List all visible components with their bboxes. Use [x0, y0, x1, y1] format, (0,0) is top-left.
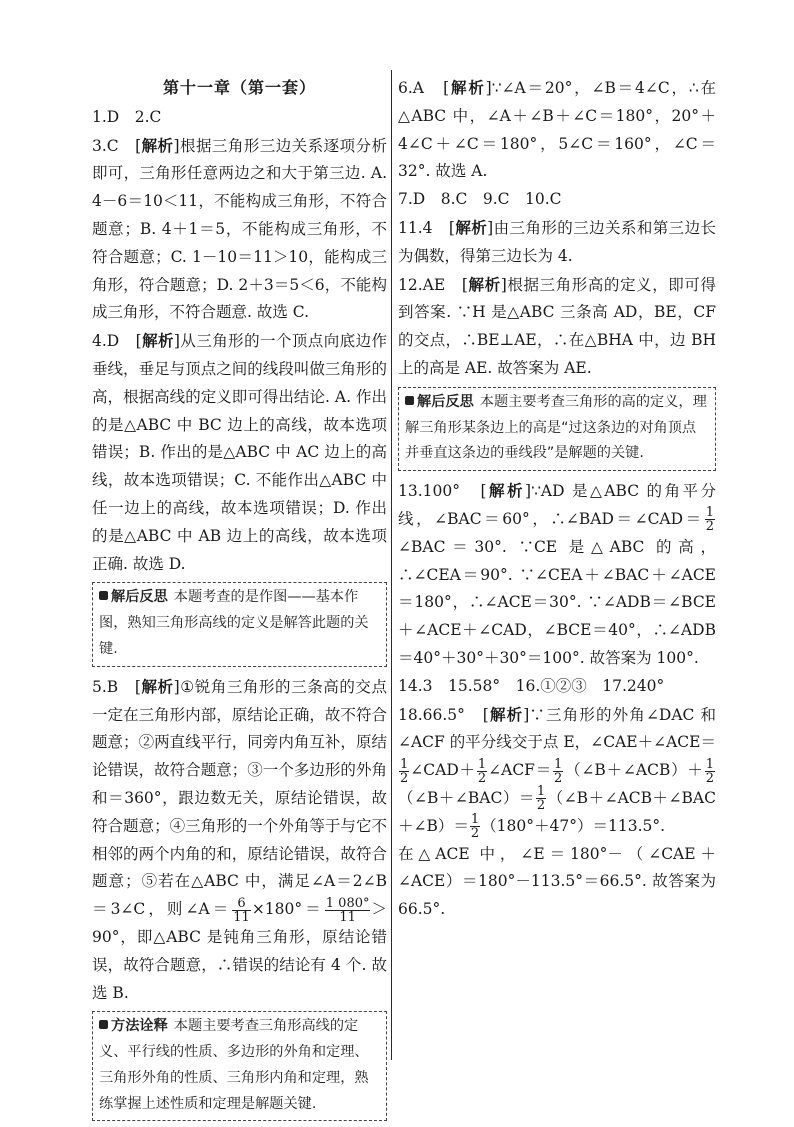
note-heading: 解后反思 [111, 589, 168, 606]
answer-item-3 [92, 132, 387, 328]
note-heading: 方法诠释 [111, 1018, 168, 1035]
left-column [92, 74, 387, 1127]
answer-item-6 [398, 74, 716, 186]
fraction: $\frac{1}{2}$ [554, 756, 563, 786]
answer-text: ①锐角三角形的三条高的交点一定在三角形内部，原结论正确，故不符合题意；②两直线平行，同旁内角互补，原结论错误，故符合题意；③一个多边形的外角和＝360°，跟边数无关，原结论错误，故符合题意；④三角形的一个外角等于与它不相邻的两个内角的和，原结论错误，故符合题意；⑤若在△ABC 中，满足∠A＝2∠B＝3∠C，则∠A＝ [92, 677, 387, 919]
fraction: $\frac{1}{2}$ [705, 756, 715, 786]
question-number: 12.AE [398, 275, 462, 294]
analysis-tag: [ 解析 ] [136, 331, 180, 350]
fraction: $\frac{1}{2}$ [536, 784, 546, 814]
question-number: 18.66.5° [398, 705, 483, 724]
answer-text: 由三角形的三边关系和第三边长为偶数，得第三边长为 4. [398, 218, 716, 265]
fraction: $\frac{1}{2}$ [470, 812, 480, 842]
answer-text: 根据三角形三边关系逐项分析即可，三角形任意两边之和大于第三边. A. 4－6＝10＜11，不能构成三角形，不符合题意；B. 4＋1＝5，不能构成三角形，不符合题意；C. 1－10＝11＞10，能构成三角形，符合题意；D. 2＋3＝5＜6，不能构成三角形，不符合题意. 故选 C. [92, 136, 387, 322]
analysis-tag: [ 解析 ] [483, 705, 530, 724]
answer-text: 从三角形的一个顶点向底边作垂线，垂足与顶点之间的线段叫做三角形的高，根据高线的定义即可得出结论. A. 作出的是△ABC 中 BC 边上的高线，故本选项错误；B. 作出的是△ABC 中 AC 边上的高线，故本选项错误；C. 不能作出△ABC 中任一边上的高线，故本选项错误；D. 作出的是△ABC 中 AB 边上的高线，故本选项正确. 故选 D. [92, 332, 387, 573]
answer-item-18: 18.66.5° [ 解析 ] ∵三角形的外角∠DAC 和∠ACF 的平分线交于点 E，∠CAE＋∠ACE＝ $\frac{1}{2}$ ∠CAD＋ $\frac{1}{2}$ ∠ACF＝ $\frac{1}{2}$ （∠B＋∠ACB）＋ $\frac{1}{2}$ （∠B＋∠BAC）＝ $\frac{1}{2}$ （∠B＋∠ACB＋∠BAC＋∠B）＝ $\frac{1}{2}$ （180°＋47°）＝113.5°. [398, 701, 716, 841]
note-icon [405, 396, 414, 405]
note-text: 本题主要考查三角形高线的定义、平行线的性质、多边形的外角和定理、三角形外角的性质、三角形内角和定理，熟练掌握上述性质和定理是解题关键. [99, 1018, 369, 1112]
fraction: $\frac{1}{2}$ [705, 505, 714, 535]
answer-item-13: 13.100° [ 解析 ] ∵AD 是△ABC 的角平分线，∠BAC＝60°，∴∠BAD＝∠CAD＝ $\frac{1}{2}$ ∠BAC＝30°. ∵CE 是△ABC 的高，∴∠CEA＝90°. ∵∠CEA＋∠BAC＋∠ACE＝180°，∴∠ACE＝30°. ∵∠ADB＝∠BCE＋∠ACE＋∠CAD，∠BCE＝40°，∴∠ADB＝40°＋30°＋30°＝100°. 故答案为 100°. [398, 477, 716, 673]
note-heading: 解后反思 [417, 393, 474, 410]
analysis-tag: [ 解析 ] [443, 78, 492, 97]
note-text: 本题考查的是作图——基本作图，熟知三角形高线的定义是解答此题的关键. [99, 589, 369, 657]
question-number: 3.C [92, 136, 136, 155]
answer-item-1-2: 1.D 2.C [92, 107, 162, 126]
note-icon [99, 1020, 108, 1029]
analysis-tag: [ 解析 ] [135, 136, 180, 155]
column-divider [391, 70, 392, 1060]
analysis-tag: [ 解析 ] [449, 218, 493, 237]
answer-item-18-continued: 在△ACE 中，∠E＝180°－（∠CAE＋∠ACE）＝180°－113.5°＝66.5°. 故答案为 66.5°. [398, 844, 716, 919]
question-number: 13.100° [398, 482, 481, 501]
analysis-tag: [ 解析 ] [135, 677, 180, 696]
question-number: 6.A [398, 79, 444, 97]
answer-item-14-17: 14.3 15.58° 16.①②③ 17.240° [398, 676, 665, 695]
fraction: $\frac{1}{2}$ [477, 756, 487, 786]
reflection-note [92, 582, 387, 666]
answer-item-12 [398, 271, 716, 383]
question-number: 4.D [92, 332, 136, 351]
answer-text: 根据三角形高的定义，即可得到答案. ∵H 是△ABC 三条高 AD，BE，CF 的交点，∴BE⊥AE，∴在△BHA 中，边 BH 上的高是 AE. 故答案为 AE. [398, 275, 716, 377]
question-number: 5.B [92, 677, 135, 696]
answer-item-11 [398, 214, 716, 271]
answer-item-4 [92, 327, 387, 578]
analysis-tag: [ 解析 ] [480, 481, 531, 500]
question-number: 11.4 [398, 218, 449, 237]
method-note [92, 1011, 387, 1121]
fraction: $\frac{1}{2}$ [400, 756, 409, 786]
answer-item-7-10: 7.D 8.C 9.C 10.C [398, 190, 562, 209]
reflection-note [398, 387, 716, 471]
note-text: 本题主要考查三角形的高的定义，理解三角形某条边上的高是“过这条边的对角顶点并垂直这条边的垂线段”是解题的关键. [405, 393, 707, 462]
answer-text: ∵∠A＝20°，∠B＝4∠C，∴在△ABC 中，∠A＋∠B＋∠C＝180°，20°＋4∠C＋∠C＝180°，5∠C＝160°，∠C＝32°. 故选 A. [398, 79, 716, 181]
right-column [398, 74, 716, 924]
analysis-tag: [ 解析 ] [462, 275, 507, 294]
fraction: $\frac{6}{11}$ [233, 895, 250, 925]
note-icon [99, 591, 108, 600]
answer-item-5: 5.B [ 解析 ] ①锐角三角形的三条高的交点一定在三角形内部，原结论正确，故不符合题意；②两直线平行，同旁内角互补，原结论错误，故符合题意；③一个多边形的外角和＝360°，跟边数无关，原结论错误，故符合题意；④三角形的一个外角等于与它不相邻的两个内角的和，原结论错误，故符合题意；⑤若在△ABC 中，满足∠A＝2∠B＝3∠C，则∠A＝ $\frac{6}{11}$ ×180°＝ $\frac{1 080^\circ}{11}$ ＞90°，即△ABC 是钝角三角形，原结论错误，故符合题意，∴错误的结论有 4 个. 故选 B. [92, 673, 387, 1008]
fraction: $\frac{1 080^\circ}{11}$ [325, 895, 370, 925]
chapter-title: 第十一章（第一套） [162, 78, 316, 97]
